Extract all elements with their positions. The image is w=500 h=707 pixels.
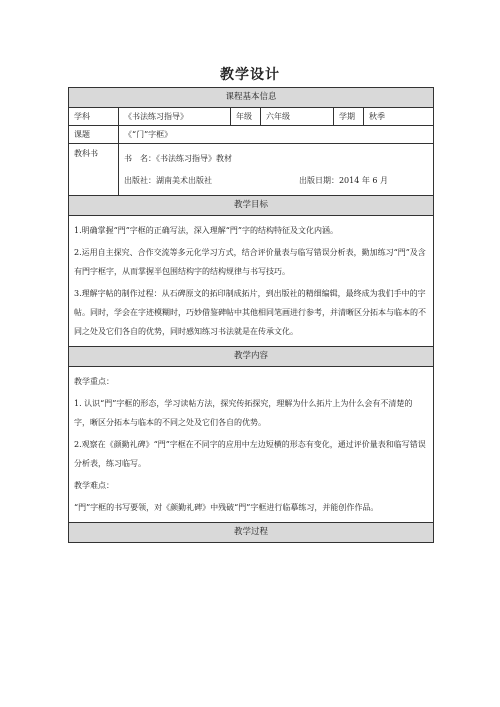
key-point-item: 1. 认识“門”字框的形态，学习读帖方法，探究传拓探究，理解为什么拓片上为什么会有不清楚的字，晰区分拓本与临本的不同之处及它们各自的优势。	[74, 399, 413, 427]
key-points-label: 教学重点：	[74, 377, 114, 386]
goal-item: 1.明确掌握“門”字框的正确写法，深入理解“門”字的结构特征及文化内涵。	[74, 226, 338, 235]
subject-value: 《书法练习指导》	[119, 108, 231, 126]
publisher-row	[124, 171, 428, 190]
topic-label: 课题	[69, 126, 119, 144]
content-cell	[69, 367, 434, 523]
subject-label: 学科	[69, 108, 119, 126]
goals-cell	[69, 216, 434, 347]
textbook-label: 教科书	[69, 144, 119, 196]
section-goals: 教学目标	[69, 196, 434, 216]
publisher: 出版社：湖南美术出版社	[124, 176, 212, 185]
section-basic-info: 课程基本信息	[69, 88, 434, 108]
section-process: 教学过程	[69, 523, 434, 543]
difficulty-text: “門”字框的书写要领，对《颜勤礼碑》中残破“門”字框进行临摹练习，并能创作作品。	[74, 503, 379, 512]
goal-item: 3.理解字帖的制作过程：从石碑原文的拓印制成拓片，到出版社的精细编辑，最终成为我们手中的字帖。同时，学会在字迹模糊时，巧妙借鉴碑帖中其他相同笔画进行参考，并清晰区分拓本与临本的不同之处及它们各自的优势，同时感知练习书法就是在传承文化。	[74, 289, 426, 336]
key-point-item: 2.观察在《颜勤礼碑》“門”字框在不同字的应用中左边短横的形态有变化，通过评价量表和临写错误分析表，练习临写。	[74, 440, 426, 468]
book-name: 书 名：《书法练习指导》教材	[124, 154, 232, 163]
section-content: 教学内容	[69, 347, 434, 367]
lesson-plan-table	[68, 87, 434, 543]
grade-label: 年级	[231, 108, 261, 126]
term-label: 学期	[334, 108, 364, 126]
goal-item: 2.运用自主探究、合作交流等多元化学习方式，结合评价量表与临写错误分析表，勤加练习“門”及含有門字框字，从而掌握半包围结构字的结构规律与书写技巧。	[74, 248, 426, 276]
grade-value: 六年级	[261, 108, 334, 126]
difficulty-label: 教学难点：	[74, 481, 114, 490]
topic-value: 《“门”字框》	[119, 126, 434, 144]
textbook-info	[119, 144, 434, 196]
publish-date: 出版日期：2014 年 6 月	[298, 176, 389, 185]
term-value: 秋季	[364, 108, 434, 126]
document-title: 教学设计	[220, 67, 280, 83]
